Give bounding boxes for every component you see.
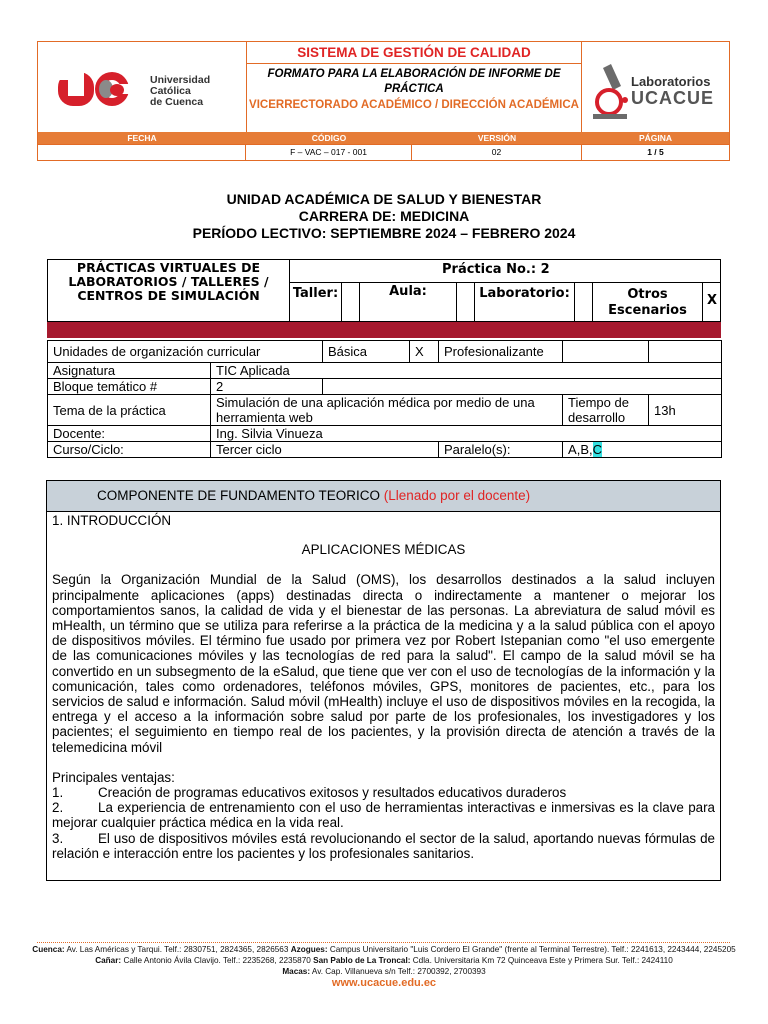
practice-type-label: PRÁCTICAS VIRTUALES DE LABORATORIOS / TALLERES / CENTROS DE SIMULACIÓN	[48, 260, 290, 321]
intro-heading: 1. INTRODUCCIÓN	[52, 513, 172, 528]
vice-title: VICERRECTORADO ACADÉMICO / DIRECCIÓN ACADÉMICA	[249, 99, 579, 111]
bloque-value: 2	[211, 379, 323, 395]
footer-canar-label: Cañar:	[95, 956, 122, 965]
theory-component-heading	[47, 481, 720, 512]
asignatura-value: TIC Aplicada	[211, 363, 722, 379]
theory-component-block	[46, 480, 721, 881]
advantage-item	[52, 831, 715, 861]
taller-mark	[342, 283, 360, 322]
tiempo-label: Tiempo de desarrollo	[563, 395, 649, 426]
theory-component-body	[47, 513, 720, 861]
footer-azogues: Campus Universitario "Luis Cordero El Grande" (frente al Terminal Terrestre). Telf.: 2241613, 2243444, 2245205	[329, 945, 736, 954]
unidades-label: Unidades de organización curricular	[48, 341, 323, 363]
medical-apps-subtitle: APLICACIONES MÉDICAS	[301, 542, 466, 558]
profesionalizante-label: Profesionalizante	[439, 341, 563, 363]
basica-mark: X	[410, 341, 439, 363]
paralelo-label: Paralelo(s):	[439, 442, 563, 458]
career-title: CARRERA DE: MEDICINA	[298, 208, 470, 224]
basica-label: Básica	[323, 341, 410, 363]
curso-label: Curso/Ciclo:	[48, 442, 211, 458]
footer-sanpablo-label: San Pablo de La Troncal:	[313, 956, 411, 965]
uc-logo-mark-icon	[40, 44, 244, 132]
format-title: FORMATO PARA LA ELABORACIÓN DE INFORME DE PRÁCTICA	[267, 68, 561, 95]
component-heading-note: (Llenado por el docente)	[383, 488, 531, 503]
footer-macas-label: Macas:	[282, 967, 311, 976]
paralelo-c-highlight: C	[592, 442, 602, 457]
microscope-icon	[587, 62, 637, 122]
footer-macas: Av. Cap. Villanueva s/n Telf.: 2700392, 2700393	[311, 967, 486, 976]
footer-website-link[interactable]: www.ucacue.edu.ec	[331, 977, 437, 989]
logo-lab-text: Laboratorios	[631, 74, 711, 89]
period-title: PERÍODO LECTIVO: SEPTIEMBRE 2024 – FEBRERO 2024	[192, 225, 576, 241]
unidades-empty	[649, 341, 722, 363]
info-row-unidades	[48, 341, 722, 363]
document-titles	[0, 191, 768, 242]
laboratorios-ucacue-logo	[579, 44, 727, 132]
profesionalizante-mark	[563, 341, 649, 363]
info-table	[47, 340, 721, 458]
meta-label-version: VERSIÓN	[477, 133, 517, 143]
tiempo-value: 13h	[649, 395, 722, 426]
aula-label: Aula:	[360, 283, 457, 322]
ucacue-university-logo	[40, 44, 244, 132]
section-divider-bar	[47, 322, 721, 338]
footer-divider	[37, 942, 730, 943]
otros-label: Otros Escenarios	[593, 283, 703, 322]
footer-azogues-label: Azogues:	[290, 945, 328, 954]
system-title: SISTEMA DE GESTIÓN DE CALIDAD	[247, 42, 581, 64]
footer-addresses	[28, 944, 740, 977]
footer-cuenca-label: Cuenca:	[32, 945, 65, 954]
aula-mark	[457, 283, 475, 322]
logo-text-line3: de Cuenca	[150, 96, 204, 108]
laboratorio-label: Laboratorio:	[475, 283, 575, 322]
meta-header-row	[38, 132, 729, 144]
tema-label: Tema de la práctica	[48, 395, 211, 426]
paralelo-ab: A,B,	[568, 442, 593, 457]
component-heading-text: COMPONENTE DE FUNDAMENTO TEORICO	[97, 488, 381, 503]
advantage-number: 1.	[52, 785, 64, 801]
document-header	[37, 41, 730, 161]
meta-value-pagina: 1 / 5	[582, 144, 729, 160]
bloque-empty	[323, 379, 722, 395]
meta-label-pagina: PÁGINA	[638, 133, 673, 143]
curso-value: Tercer ciclo	[211, 442, 439, 458]
info-row-tema	[48, 395, 722, 426]
advantage-text: El uso de dispositivos móviles está revolucionando el sector de la salud, aportando nuevas fórmulas de relación e interacción entre los pacientes y los profesionales sanitarios.	[52, 830, 715, 861]
meta-value-fecha	[38, 144, 246, 160]
advantage-number: 3.	[52, 830, 64, 846]
logo-text-line2: Católica	[150, 85, 191, 97]
info-row-docente	[48, 426, 722, 442]
info-row-asignatura	[48, 363, 722, 379]
advantage-item	[52, 800, 715, 830]
intro-paragraph: Según la Organización Mundial de la Salud (OMS), los desarrollos destinados a la salud incluyen principalmente aplicaciones (apps) destinadas directa o indirectamente a mantener o mejorar los comportamientos sanos, la calidad de vida y el bienestar de las personas. La abreviatura de salud móvil es mHealth, un término que se utiliza para referirse a la práctica de la medicina y a la salud pública con el apoyo de dispositivos móviles. El término fue usado por primera vez por Robert Istepanian como "el uso emergente de las comunicaciones móviles y las tecnologías de red para la salud". El campo de la salud móvil se ha convertido en un subsegmento de la eSalud, que tiene que ver con el uso de tecnologías de la información y la comunicación, tales como ordenadores, teléfonos móviles, GPS, monitores de pacientes, etc., para los servicios de salud e información. Salud móvil (mHealth) incluye el uso de dispositivos móviles en la recogida, la entrega y el acceso a la información sobre salud por parte de los profesionales, los investigadores y los pacientes; el seguimiento en tiempo real de los pacientes, y la provisión directa de atención a través de la telemedicina móvil	[52, 572, 715, 755]
otros-mark: X	[706, 293, 718, 308]
advantages-title: Principales ventajas:	[52, 769, 175, 785]
tema-value: Simulación de una aplicación médica por medio de una herramienta web	[211, 395, 563, 426]
asignatura-label: Asignatura	[48, 363, 211, 379]
bloque-label: Bloque temático #	[48, 379, 211, 395]
logo-ucacue-text: UCACUE	[631, 88, 715, 108]
docente-label: Docente:	[48, 426, 211, 442]
practice-number: Práctica No.: 2	[290, 260, 720, 283]
advantage-text: Creación de programas educativos exitosos y resultados educativos duraderos	[98, 785, 567, 801]
logo-text-line1: Universidad	[150, 74, 211, 86]
docente-value: Ing. Silvia Vinueza	[211, 426, 722, 442]
laboratorio-mark	[575, 283, 593, 322]
advantage-text: La experiencia de entrenamiento con el uso de herramientas interactivas e inmersivas es la clave para mejorar cualquier práctica médica en la vida real.	[52, 800, 715, 831]
footer-canar: Calle Antonio Ávila Clavijo. Telf.: 2235268, 2235870	[123, 956, 311, 965]
footer-sanpablo: Cdla. Universitaria Km 72 Quinceava Este y Primera Sur. Telf.: 2424110	[412, 956, 673, 965]
advantage-item	[52, 785, 715, 800]
meta-label-fecha: FECHA	[127, 133, 157, 143]
unit-title: UNIDAD ACADÉMICA DE SALUD Y BIENESTAR	[226, 191, 542, 207]
info-row-bloque	[48, 379, 722, 395]
footer-cuenca: Av. Las Américas y Tarqui. Telf.: 2830751, 2824365, 2826563	[66, 945, 289, 954]
paralelo-value	[563, 442, 722, 458]
meta-value-version: 02	[412, 144, 582, 160]
meta-label-codigo: CÓDIGO	[311, 133, 347, 143]
practice-type-table	[47, 259, 721, 322]
meta-value-row	[38, 144, 729, 160]
advantage-number: 2.	[52, 800, 64, 816]
info-row-curso	[48, 442, 722, 458]
meta-value-codigo: F – VAC – 017 - 001	[246, 144, 412, 160]
taller-label: Taller:	[290, 283, 342, 322]
header-title-block	[246, 42, 582, 132]
